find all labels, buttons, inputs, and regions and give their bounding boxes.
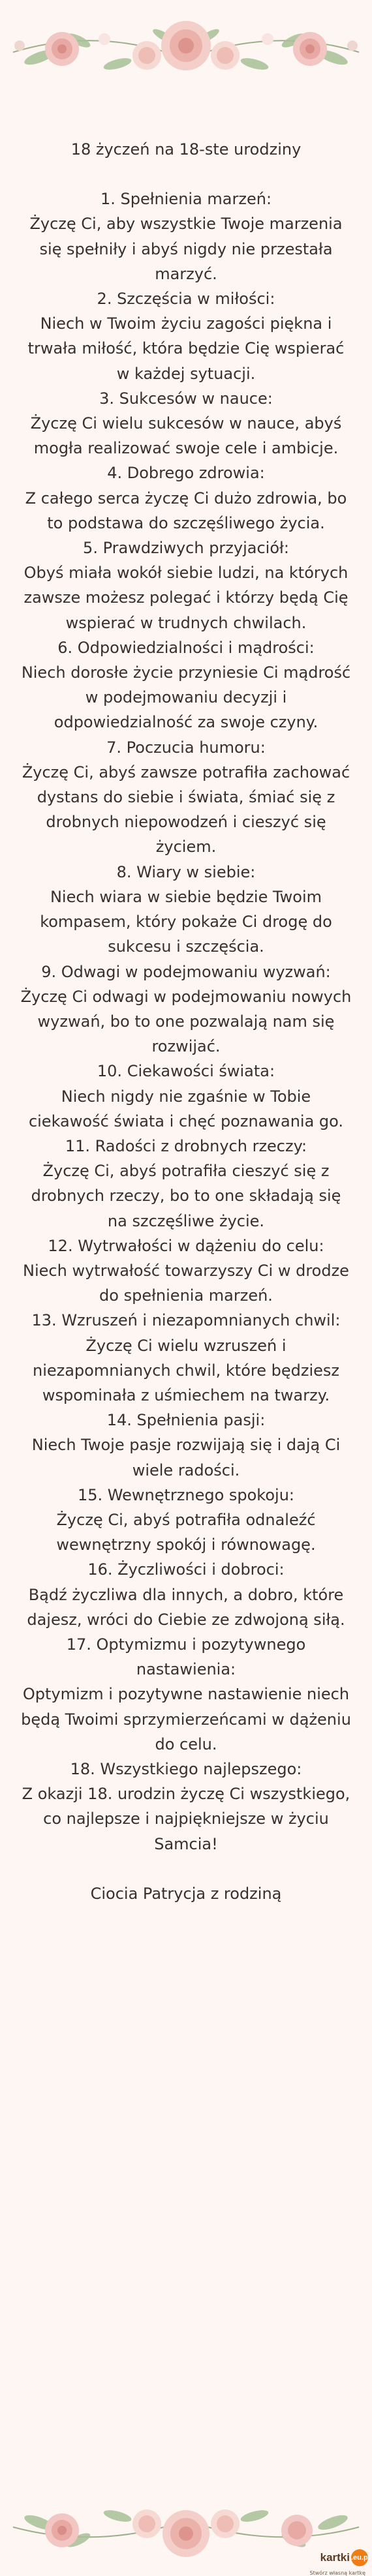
brand-logo[interactable] (291, 2545, 368, 2571)
wish-item (20, 536, 352, 635)
wish-item (20, 1557, 352, 1632)
page-title: 18 życzeń na 18-ste urodziny (70, 140, 302, 159)
wish-item (20, 286, 352, 386)
wish-item (20, 860, 352, 960)
wish-heading: 4. Dobrego zdrowia: (107, 464, 265, 483)
wish-heading: 13. Wzruszeń i niezapomnianych chwil: (31, 1311, 341, 1330)
wish-item (20, 386, 352, 461)
wish-heading: 8. Wiary w siebie: (116, 862, 256, 881)
wish-heading: 18. Wszystkiego najlepszego: (70, 1760, 302, 1778)
wish-text: Z okazji 18. urodzin życzę Ci wszystkiego, co najlepsze i najpiękniejsze w życiu Samcia! (22, 1785, 350, 1853)
wish-text: Niech wiara w siebie będzie Twoim kompasem, który pokaże Ci drogę do sukcesu i szczęścia. (40, 887, 332, 956)
wish-text: Bądź życzliwa dla innych, a dobro, które dajesz, wróci do Ciebie ze zdwojoną siłą. (27, 1585, 345, 1629)
wish-text: Obyś miała wokół siebie ludzi, na których zawsze możesz polegać i którzy będą Cię wspierać w trudnych chwilach. (23, 564, 349, 632)
brand-name: kartki (320, 2551, 350, 2564)
wish-heading: 1. Spełnienia marzeń: (100, 190, 272, 209)
wish-text: Życzę Ci odwagi w podejmowaniu nowych wyzwań, bo to one pozwalają nam się rozwijać. (20, 987, 352, 1056)
wish-heading: 11. Radości z drobnych rzeczy: (65, 1136, 307, 1155)
wish-text: Niech Twoje pasje rozwijają się i dają Ci wiele radości. (31, 1436, 341, 1479)
wish-text: Niech nigdy nie zgaśnie w Tobie ciekawość świata i chęć poznawania go. (28, 1087, 344, 1130)
wish-heading: 3. Sukcesów w nauce: (99, 389, 273, 408)
wish-heading: 9. Odwagi w podejmowaniu wyzwań: (41, 962, 331, 981)
wish-text: Życzę Ci, abyś potrafiła odnaleźć wewnętrzny spokój i równowagę. (56, 1510, 316, 1554)
wish-text: Z całego serca życzę Ci dużo zdrowia, bo to podstawa do szczęśliwego życia. (25, 489, 347, 532)
wish-item (20, 1757, 352, 1856)
wish-heading: 6. Odpowiedzialności i mądrości: (57, 638, 315, 657)
wish-item (20, 960, 352, 1059)
wish-text: Niech dorosłe życie przyniesie Ci mądrość w podejmowaniu decyzji i odpowiedzialność za swoje czyny. (21, 663, 351, 732)
wish-item (20, 1059, 352, 1134)
wish-item (20, 1234, 352, 1309)
wish-text: Życzę Ci wielu sukcesów w nauce, abyś mogła realizować swoje cele i ambicje. (30, 414, 342, 458)
wish-item (20, 1408, 352, 1483)
wish-item (20, 1483, 352, 1558)
wish-text: Życzę Ci, abyś zawsze potrafiła zachować dystans do siebie i świata, śmiać się z drobnych niepowodzeń i cieszyć się życiem. (22, 763, 350, 856)
wish-item (20, 635, 352, 735)
wishes-list (20, 187, 352, 1856)
wish-item (20, 461, 352, 536)
brand-dot-icon: .eu.pl (351, 2549, 368, 2566)
wish-heading: 5. Prawdziwych przyjaciół: (83, 539, 289, 558)
wish-text: Życzę Ci wielu wzruszeń i niezapomnianych chwil, które będziesz wspominała z uśmiechem na twarzy. (32, 1336, 339, 1404)
wish-item (20, 1308, 352, 1408)
wish-heading: 10. Ciekawości świata: (97, 1062, 275, 1081)
wish-heading: 7. Poczucia humoru: (106, 738, 266, 757)
wish-item (20, 1632, 352, 1757)
wish-item (20, 187, 352, 286)
wish-text: Życzę Ci, abyś potrafiła cieszyć się z drobnych rzeczy, bo to one składają się na szczęśliwe życie. (31, 1162, 341, 1230)
wish-text: Niech wytrwałość towarzyszy Ci w drodze do spełnienia marzeń. (23, 1261, 349, 1305)
wish-text: Życzę Ci, aby wszystkie Twoje marzenia się spełniły i abyś nigdy nie przestała marzyć. (29, 215, 343, 283)
wish-item (20, 735, 352, 860)
brand-tagline: Stwórz własną kartkę (309, 2570, 365, 2576)
wish-item (20, 1134, 352, 1234)
wish-heading: 17. Optymizmu i pozytywnego nastawienia: (66, 1635, 306, 1679)
floral-border-top (0, 0, 372, 98)
wish-heading: 15. Wewnętrznego spokoju: (77, 1485, 294, 1504)
wish-text: Niech w Twoim życiu zagości piękna i trwała miłość, która będzie Cię wspierać w każdej sytuacji. (27, 314, 345, 383)
wishes-content (20, 137, 352, 1906)
wish-heading: 2. Szczęścia w miłości: (97, 290, 275, 309)
signature: Ciocia Patrycja z rodziną (90, 1884, 282, 1903)
wish-text: Optymizm i pozytywne nastawienie niech będą Twoimi sprzymierzeńcami w dążeniu do celu. (21, 1685, 351, 1753)
wish-heading: 16. Życzliwości i dobroci: (87, 1560, 285, 1579)
wish-heading: 14. Spełnienia pasji: (106, 1411, 266, 1430)
wish-heading: 12. Wytrwałości w dążeniu do celu: (48, 1236, 324, 1255)
